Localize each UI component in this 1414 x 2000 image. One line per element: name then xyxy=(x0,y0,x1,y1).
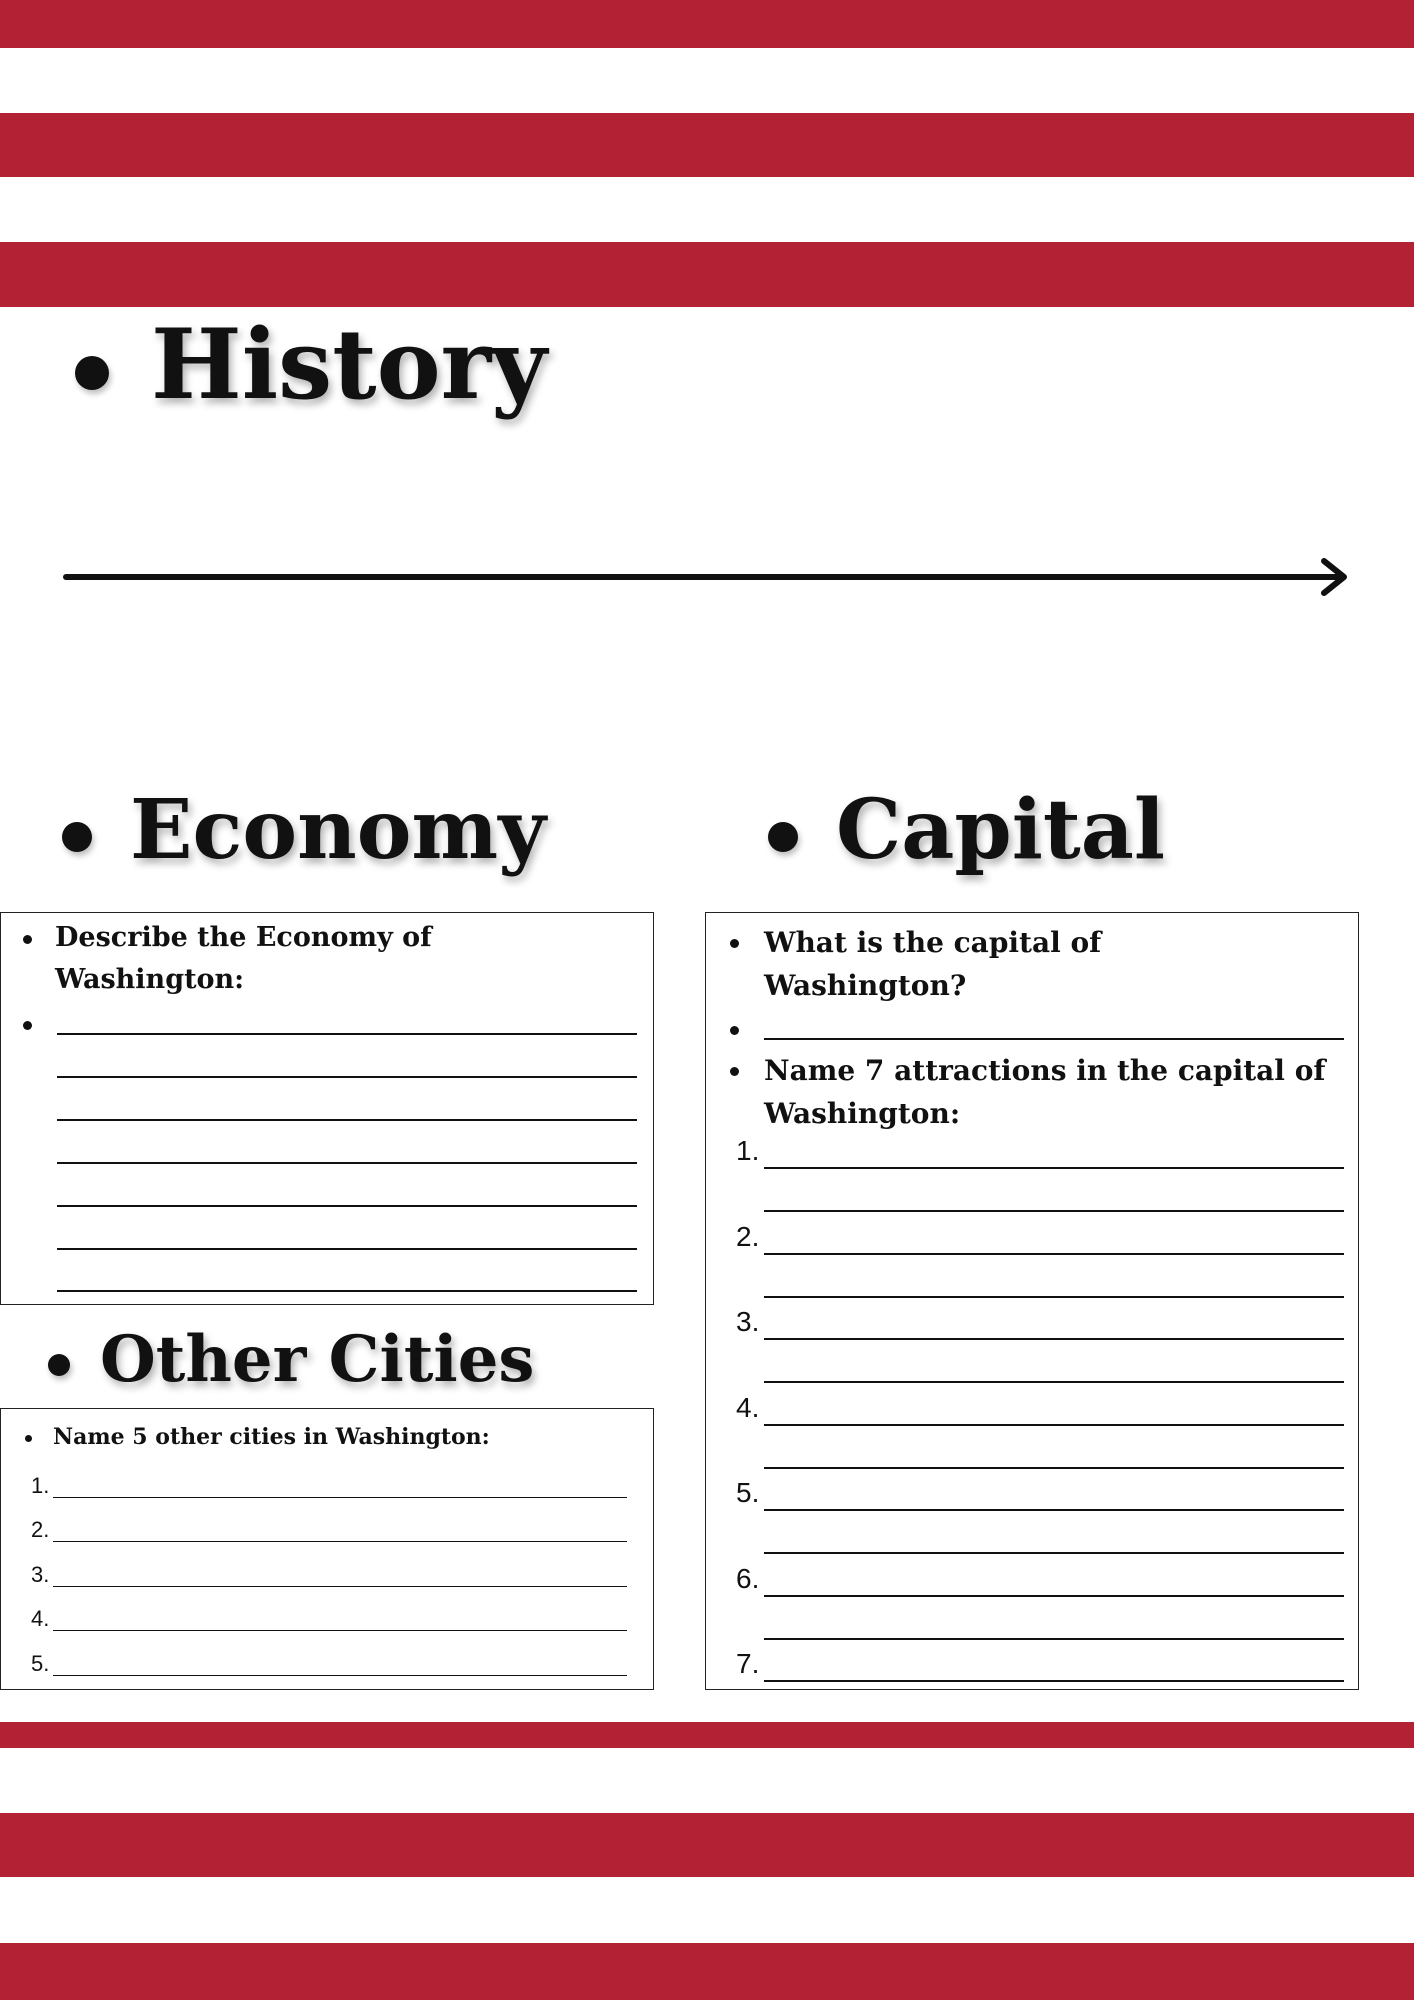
attraction-line-5a[interactable] xyxy=(764,1509,1344,1511)
city-line-5[interactable] xyxy=(53,1675,627,1676)
capital-question-1: What is the capital of Washington? xyxy=(764,926,1102,1002)
capital-q2-bullet-icon xyxy=(730,1067,739,1076)
other-cities-prompt-bullet-icon xyxy=(25,1435,32,1442)
bottom-stripe-3 xyxy=(0,1943,1414,2000)
capital-box xyxy=(705,912,1359,1690)
other-cities-box xyxy=(0,1408,654,1690)
city-line-1[interactable] xyxy=(53,1497,627,1498)
other-cities-bullet-icon xyxy=(48,1354,70,1376)
economy-heading xyxy=(62,780,546,880)
attraction-line-3a[interactable] xyxy=(764,1338,1344,1340)
other-cities-title: Other Cities xyxy=(100,1322,535,1397)
economy-answer-line-2[interactable] xyxy=(57,1076,637,1078)
history-heading xyxy=(75,300,547,430)
economy-answer-line-1[interactable] xyxy=(57,1033,637,1035)
bottom-stripe-2 xyxy=(0,1813,1414,1877)
economy-answer-line-5[interactable] xyxy=(57,1205,637,1207)
attraction-line-3b[interactable] xyxy=(764,1381,1344,1383)
attraction-line-2a[interactable] xyxy=(764,1253,1344,1255)
attraction-number-2: 2. xyxy=(736,1221,760,1252)
attraction-line-1b[interactable] xyxy=(764,1210,1344,1212)
attraction-line-6a[interactable] xyxy=(764,1595,1344,1597)
city-line-3[interactable] xyxy=(53,1586,627,1587)
attraction-number-1: 1. xyxy=(736,1135,760,1166)
city-number-1: 1. xyxy=(31,1473,50,1498)
economy-answer-bullet-icon xyxy=(23,1021,32,1030)
top-stripe-3 xyxy=(0,242,1414,307)
city-line-2[interactable] xyxy=(53,1541,627,1542)
capital-q1-bullet-icon xyxy=(730,939,739,948)
top-stripe-2 xyxy=(0,113,1414,177)
attraction-number-3: 3. xyxy=(736,1306,760,1337)
economy-answer-line-6[interactable] xyxy=(57,1248,637,1250)
economy-prompt-bullet-icon xyxy=(23,935,32,944)
attraction-line-1a[interactable] xyxy=(764,1167,1344,1169)
attraction-line-7a[interactable] xyxy=(764,1680,1344,1682)
top-stripe-1 xyxy=(0,0,1414,48)
capital-bullet-icon xyxy=(768,822,798,852)
history-bullet-icon xyxy=(75,356,109,390)
timeline-arrow-icon xyxy=(60,555,1360,599)
attraction-line-6b[interactable] xyxy=(764,1638,1344,1640)
attraction-number-7: 7. xyxy=(736,1648,760,1679)
economy-box xyxy=(0,912,654,1305)
bottom-stripe-1 xyxy=(0,1722,1414,1748)
other-cities-heading xyxy=(48,1320,534,1400)
city-number-2: 2. xyxy=(31,1517,50,1542)
city-number-5: 5. xyxy=(31,1651,50,1676)
other-cities-prompt: Name 5 other cities in Washington: xyxy=(53,1424,490,1450)
attraction-number-4: 4. xyxy=(736,1392,760,1423)
economy-answer-line-7[interactable] xyxy=(57,1290,637,1292)
attraction-number-5: 5. xyxy=(736,1477,760,1508)
capital-answer-line[interactable] xyxy=(764,1038,1344,1040)
attraction-line-2b[interactable] xyxy=(764,1296,1344,1298)
city-line-4[interactable] xyxy=(53,1630,627,1631)
economy-answer-line-3[interactable] xyxy=(57,1119,637,1121)
attraction-number-6: 6. xyxy=(736,1563,760,1594)
economy-title: Economy xyxy=(130,782,546,878)
city-number-3: 3. xyxy=(31,1562,50,1587)
attraction-line-4a[interactable] xyxy=(764,1424,1344,1426)
economy-prompt: Describe the Economy of Washington: xyxy=(55,922,432,995)
economy-answer-line-4[interactable] xyxy=(57,1162,637,1164)
capital-heading xyxy=(768,780,1165,880)
capital-answer-bullet-icon xyxy=(730,1026,739,1035)
capital-title: Capital xyxy=(836,782,1166,878)
capital-question-2: Name 7 attractions in the capital of Washington: xyxy=(764,1054,1326,1130)
city-number-4: 4. xyxy=(31,1606,50,1631)
attraction-line-4b[interactable] xyxy=(764,1467,1344,1469)
economy-bullet-icon xyxy=(62,822,92,852)
attraction-line-5b[interactable] xyxy=(764,1552,1344,1554)
history-title: History xyxy=(151,308,547,421)
